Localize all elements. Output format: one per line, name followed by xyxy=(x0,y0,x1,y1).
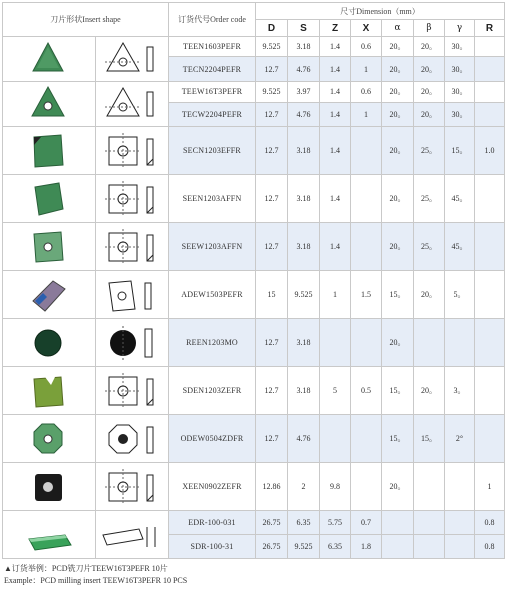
dim-r: 1.0 xyxy=(475,127,505,175)
dim-x xyxy=(351,319,382,367)
sq-cut-technical-drawing xyxy=(101,129,163,173)
dim-z xyxy=(320,415,351,463)
dim-r xyxy=(475,367,505,415)
insert-photo-cell xyxy=(3,367,96,415)
header-col-alpha: α xyxy=(382,20,414,37)
dim-beta xyxy=(414,319,445,367)
dim-x xyxy=(351,415,382,463)
dim-alpha: 15。 xyxy=(382,367,414,415)
table-row xyxy=(3,37,505,57)
dim-beta xyxy=(414,535,445,559)
dim-alpha: 20。 xyxy=(382,223,414,271)
order-code: SDEN1203ZEFR xyxy=(169,367,256,415)
table-row xyxy=(3,127,505,175)
sq-black-insert-icon xyxy=(25,465,73,509)
insert-photo-cell xyxy=(3,223,96,271)
dim-alpha xyxy=(382,511,414,535)
dim-gamma: 45。 xyxy=(445,223,475,271)
dim-alpha: 20。 xyxy=(382,57,414,82)
dim-r xyxy=(475,223,505,271)
dim-r xyxy=(475,37,505,57)
tri-green-technical-drawing xyxy=(101,37,163,81)
dim-r: 0.8 xyxy=(475,535,505,559)
sq-chip-technical-drawing xyxy=(101,369,163,413)
order-code: SDR-100-31 xyxy=(169,535,256,559)
dim-beta: 20。 xyxy=(414,367,445,415)
insert-drawing-cell xyxy=(96,37,169,82)
dim-x: 0.7 xyxy=(351,511,382,535)
dim-s: 3.18 xyxy=(288,127,320,175)
dim-s: 9.525 xyxy=(288,535,320,559)
footer-example-cn: ▲订货举例：PCD铣刀片TEEW16T3PEFR 10片 xyxy=(4,564,168,573)
insert-photo-cell xyxy=(3,82,96,127)
dim-beta: 25。 xyxy=(414,127,445,175)
rhomb-technical-drawing xyxy=(101,273,163,317)
dim-beta: 20。 xyxy=(414,82,445,103)
sq-cut-insert-icon xyxy=(25,129,73,173)
dim-r xyxy=(475,271,505,319)
dim-s: 4.76 xyxy=(288,57,320,82)
header-dimension: 尺寸Dimension（mm） xyxy=(256,3,505,20)
dim-alpha xyxy=(382,535,414,559)
dim-gamma: 45。 xyxy=(445,175,475,223)
dim-z: 1.4 xyxy=(320,175,351,223)
dim-d: 12.86 xyxy=(256,463,288,511)
sq-hole-technical-drawing xyxy=(101,225,163,269)
dim-x: 1.8 xyxy=(351,535,382,559)
header-insert-shape: 刀片形状Insert shape xyxy=(3,3,169,37)
header-order-code: 订货代号Order code xyxy=(169,3,256,37)
dim-x: 0.6 xyxy=(351,82,382,103)
dim-alpha: 20。 xyxy=(382,37,414,57)
dim-beta: 20。 xyxy=(414,102,445,126)
insert-drawing-cell xyxy=(96,511,169,559)
table-row xyxy=(3,223,505,271)
sq-green-insert-icon xyxy=(25,177,73,221)
header-col-x: X xyxy=(351,20,382,37)
table-row xyxy=(3,82,505,103)
dim-beta xyxy=(414,511,445,535)
dim-x: 1 xyxy=(351,102,382,126)
insert-photo-cell xyxy=(3,415,96,463)
dim-x: 1.5 xyxy=(351,271,382,319)
insert-drawing-cell xyxy=(96,319,169,367)
dim-gamma: 30。 xyxy=(445,57,475,82)
insert-photo-cell xyxy=(3,271,96,319)
dim-x: 1 xyxy=(351,57,382,82)
insert-photo-cell xyxy=(3,127,96,175)
round-insert-icon xyxy=(25,321,73,365)
insert-drawing-cell xyxy=(96,463,169,511)
order-code: REEN1203MO xyxy=(169,319,256,367)
dim-z: 5.75 xyxy=(320,511,351,535)
dim-z: 1.4 xyxy=(320,82,351,103)
dim-s: 3.18 xyxy=(288,367,320,415)
dim-gamma xyxy=(445,319,475,367)
dim-gamma xyxy=(445,535,475,559)
round-technical-drawing xyxy=(101,321,163,365)
header-col-z: Z xyxy=(320,20,351,37)
dim-x xyxy=(351,223,382,271)
dim-alpha: 20。 xyxy=(382,127,414,175)
dim-z: 6.35 xyxy=(320,535,351,559)
dim-gamma: 30。 xyxy=(445,37,475,57)
dim-alpha: 20。 xyxy=(382,102,414,126)
footer-example-en: Example：PCD milling insert TEEW16T3PEFR 10 PCS xyxy=(4,576,188,585)
dim-alpha: 20。 xyxy=(382,82,414,103)
insert-drawing-cell xyxy=(96,82,169,127)
order-code: ADEW1503PEFR xyxy=(169,271,256,319)
dim-gamma: 30。 xyxy=(445,82,475,103)
dim-d: 12.7 xyxy=(256,415,288,463)
order-code: EDR-100-031 xyxy=(169,511,256,535)
dim-r xyxy=(475,175,505,223)
dim-beta: 20。 xyxy=(414,271,445,319)
sq-black-technical-drawing xyxy=(101,465,163,509)
order-code: TECN2204PEFR xyxy=(169,57,256,82)
dim-gamma: 5。 xyxy=(445,271,475,319)
rhomb-insert-icon xyxy=(25,273,73,317)
header-col-d: D xyxy=(256,20,288,37)
header-col-beta: β xyxy=(414,20,445,37)
dim-z: 1.4 xyxy=(320,102,351,126)
insert-table xyxy=(2,2,505,559)
order-code: TEEW16T3PEFR xyxy=(169,82,256,103)
dim-z xyxy=(320,319,351,367)
bar-technical-drawing xyxy=(99,513,165,557)
dim-r: 0.8 xyxy=(475,511,505,535)
dim-d: 26.75 xyxy=(256,511,288,535)
dim-s: 3.18 xyxy=(288,319,320,367)
dim-alpha: 20。 xyxy=(382,463,414,511)
header-col-gamma: γ xyxy=(445,20,475,37)
dim-d: 26.75 xyxy=(256,535,288,559)
dim-x: 0.5 xyxy=(351,367,382,415)
insert-photo-cell xyxy=(3,37,96,82)
order-code: SECN1203EFFR xyxy=(169,127,256,175)
sq-hole-insert-icon xyxy=(25,225,73,269)
sq-green-technical-drawing xyxy=(101,177,163,221)
dim-s: 4.76 xyxy=(288,102,320,126)
insert-drawing-cell xyxy=(96,367,169,415)
dim-beta: 15。 xyxy=(414,415,445,463)
tri-hole-technical-drawing xyxy=(101,82,163,126)
dim-d: 9.525 xyxy=(256,37,288,57)
insert-drawing-cell xyxy=(96,415,169,463)
table-row xyxy=(3,319,505,367)
order-code: TECW2204PEFR xyxy=(169,102,256,126)
dim-z: 1.4 xyxy=(320,37,351,57)
dim-d: 12.7 xyxy=(256,319,288,367)
dim-x: 0.6 xyxy=(351,37,382,57)
dim-d: 12.7 xyxy=(256,223,288,271)
dim-d: 12.7 xyxy=(256,367,288,415)
dim-s: 4.76 xyxy=(288,415,320,463)
dim-gamma: 3。 xyxy=(445,367,475,415)
order-code: TEEN1603PEFR xyxy=(169,37,256,57)
header-col-s: S xyxy=(288,20,320,37)
table-row xyxy=(3,175,505,223)
dim-d: 12.7 xyxy=(256,175,288,223)
insert-photo-cell xyxy=(3,175,96,223)
dim-s: 6.35 xyxy=(288,511,320,535)
dim-z: 1.4 xyxy=(320,127,351,175)
dim-d: 9.525 xyxy=(256,82,288,103)
dim-r xyxy=(475,102,505,126)
dim-z: 9.8 xyxy=(320,463,351,511)
dim-alpha: 15。 xyxy=(382,271,414,319)
oct-insert-icon xyxy=(25,417,73,461)
dim-gamma: 2° xyxy=(445,415,475,463)
dim-s: 2 xyxy=(288,463,320,511)
tri-hole-insert-icon xyxy=(25,82,73,126)
dim-gamma: 15。 xyxy=(445,127,475,175)
table-row xyxy=(3,511,505,535)
dim-z: 1 xyxy=(320,271,351,319)
tri-green-insert-icon xyxy=(25,37,73,81)
dim-d: 12.7 xyxy=(256,57,288,82)
dim-r xyxy=(475,319,505,367)
dim-s: 3.97 xyxy=(288,82,320,103)
insert-photo-cell xyxy=(3,319,96,367)
dim-z: 1.4 xyxy=(320,223,351,271)
dim-r xyxy=(475,57,505,82)
table-row xyxy=(3,271,505,319)
dim-x xyxy=(351,175,382,223)
dim-r: 1 xyxy=(475,463,505,511)
insert-drawing-cell xyxy=(96,271,169,319)
dim-r xyxy=(475,82,505,103)
table-row xyxy=(3,367,505,415)
sq-chip-insert-icon xyxy=(25,369,73,413)
dim-s: 3.18 xyxy=(288,37,320,57)
dim-alpha: 20。 xyxy=(382,319,414,367)
dim-r xyxy=(475,415,505,463)
dim-beta: 25。 xyxy=(414,223,445,271)
dim-beta xyxy=(414,463,445,511)
order-code: SEEN1203AFFN xyxy=(169,175,256,223)
dim-s: 3.18 xyxy=(288,175,320,223)
dim-x xyxy=(351,127,382,175)
order-code: ODEW0504ZDFR xyxy=(169,415,256,463)
insert-drawing-cell xyxy=(96,127,169,175)
oct-technical-drawing xyxy=(101,417,163,461)
dim-z: 5 xyxy=(320,367,351,415)
dim-x xyxy=(351,463,382,511)
header-col-r: R xyxy=(475,20,505,37)
dim-beta: 25。 xyxy=(414,175,445,223)
dim-d: 15 xyxy=(256,271,288,319)
bar-insert-icon xyxy=(25,513,73,557)
dim-gamma: 30。 xyxy=(445,102,475,126)
insert-drawing-cell xyxy=(96,175,169,223)
dim-beta: 20。 xyxy=(414,37,445,57)
order-code: SEEW1203AFFN xyxy=(169,223,256,271)
dim-d: 12.7 xyxy=(256,102,288,126)
dim-alpha: 20。 xyxy=(382,175,414,223)
dim-d: 12.7 xyxy=(256,127,288,175)
dim-beta: 20。 xyxy=(414,57,445,82)
insert-photo-cell xyxy=(3,511,96,559)
insert-photo-cell xyxy=(3,463,96,511)
table-row xyxy=(3,415,505,463)
order-code: XEEN0902ZEFR xyxy=(169,463,256,511)
dim-gamma xyxy=(445,463,475,511)
dim-s: 3.18 xyxy=(288,223,320,271)
dim-alpha: 15。 xyxy=(382,415,414,463)
dim-z: 1.4 xyxy=(320,57,351,82)
table-row xyxy=(3,463,505,511)
dim-gamma xyxy=(445,511,475,535)
insert-drawing-cell xyxy=(96,223,169,271)
dim-s: 9.525 xyxy=(288,271,320,319)
